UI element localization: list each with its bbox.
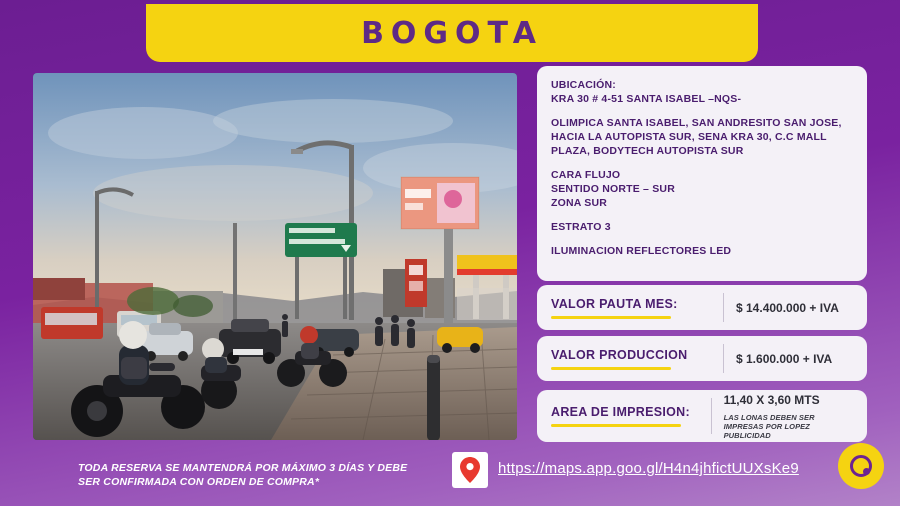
info-heading: UBICACIÓN:: [551, 79, 616, 91]
divider: [711, 398, 712, 434]
logo-mark-icon: [850, 455, 872, 477]
price-production-label: VALOR PRODUCCION: [551, 347, 688, 362]
info-sentido: SENTIDO NORTE – SUR: [551, 183, 675, 195]
location-pin-icon: [460, 457, 480, 483]
price-month-label: VALOR PAUTA MES:: [551, 296, 678, 311]
map-link[interactable]: https://maps.app.goo.gl/H4n4jhfictUUXsKe9: [498, 460, 799, 477]
print-area-label-group: [551, 405, 711, 427]
divider: [723, 293, 724, 322]
location-info-panel: [537, 66, 867, 281]
print-area-panel: [537, 390, 867, 442]
reservation-note-line-1: TODA RESERVA SE MANTENDRÁ POR MÁXIMO 3 DÍAS Y DEBE: [78, 462, 408, 474]
company-logo: [838, 443, 884, 489]
map-pin-badge: [452, 452, 488, 488]
location-photo: [33, 73, 517, 440]
info-zona: ZONA SUR: [551, 197, 608, 209]
price-production-label-group: [551, 348, 723, 370]
underline-accent: [551, 367, 671, 370]
spacer: [551, 106, 853, 116]
price-month-value: $ 14.400.000 + IVA: [736, 300, 839, 315]
underline-accent: [551, 424, 681, 427]
spacer: [551, 210, 853, 220]
title-banner: [146, 4, 758, 62]
info-address: KRA 30 # 4-51 SANTA ISABEL –NQS-: [551, 93, 742, 105]
print-area-values: [724, 393, 853, 440]
info-reference-1: OLIMPICA SANTA ISABEL, SAN ANDRESITO SAN JOSE,: [551, 117, 842, 129]
price-production-panel: [537, 336, 867, 381]
divider: [723, 344, 724, 373]
print-area-value: 11,40 X 3,60 MTS: [723, 392, 820, 407]
reservation-note: [78, 461, 448, 489]
info-reference-2: HACIA LA AUTOPISTA SUR, SENA KRA 30, C.C MALL: [551, 131, 827, 143]
price-month-panel: [537, 285, 867, 330]
print-area-note: LAS LONAS DEBEN SER IMPRESAS POR LOPEZ PUBLICIDAD: [723, 412, 815, 440]
spacer: [551, 158, 853, 168]
spacer: [551, 234, 853, 244]
underline-accent: [551, 316, 671, 319]
print-area-label: AREA DE IMPRESION:: [551, 405, 690, 419]
info-reference-3: PLAZA, BODYTECH AUTOPISTA SUR: [551, 145, 744, 157]
price-production-value: $ 1.600.000 + IVA: [736, 351, 833, 366]
reservation-note-line-2: SER CONFIRMADA CON ORDEN DE COMPRA*: [78, 476, 320, 488]
page-title: BOGOTA: [361, 15, 543, 51]
price-month-label-group: [551, 297, 723, 319]
street-photo-illustration: [33, 73, 517, 440]
info-estrato: ESTRATO 3: [551, 221, 611, 233]
info-iluminacion: ILUMINACION REFLECTORES LED: [551, 245, 732, 257]
info-cara: CARA FLUJO: [551, 169, 621, 181]
